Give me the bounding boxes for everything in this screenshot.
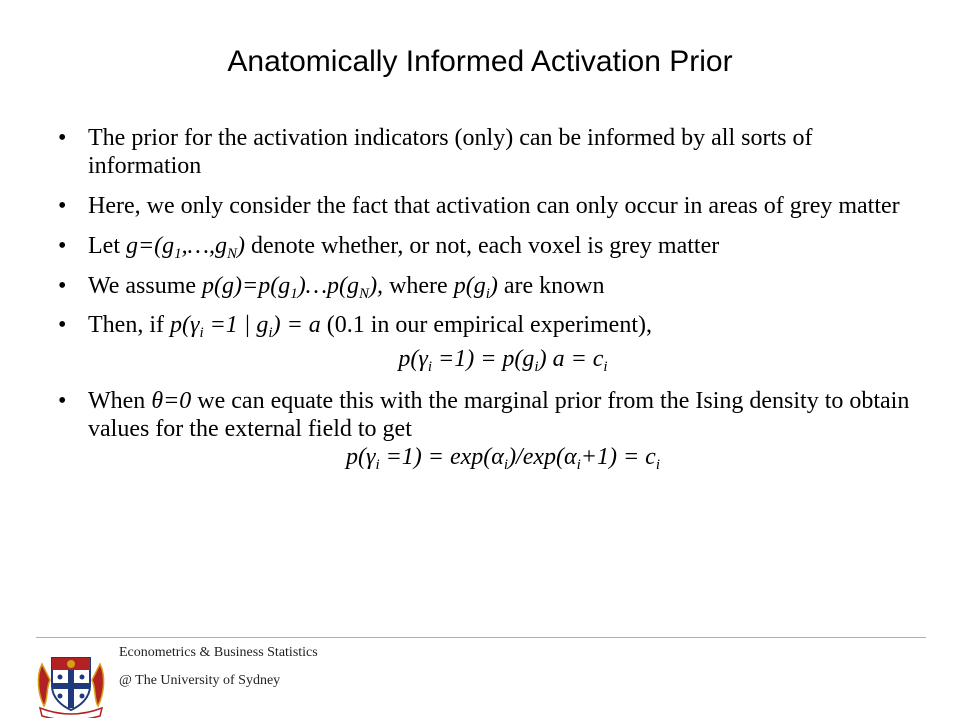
bullet-text-lead: We assume [88, 273, 203, 299]
bullet-text-lead: When [88, 388, 152, 414]
bullet-dot: • [58, 312, 67, 338]
equation-prior-probability: $p(\gamma_i =1) = p(g_i) a = c_i$ [398, 346, 608, 375]
bullet-text-tail: (0.1 in our empirical experiment), [320, 312, 652, 338]
bullet-item [58, 124, 918, 180]
bullet-text-lead: Let [88, 233, 126, 259]
bullet-item [58, 311, 918, 339]
footer-university: @ The University of Sydney [119, 673, 281, 688]
bullet-dot: • [58, 388, 67, 414]
bullet-item [58, 387, 918, 443]
bullet-dot: • [58, 193, 67, 219]
bullet-item [58, 272, 918, 300]
slide-content [58, 124, 918, 471]
footer-divider [36, 637, 926, 638]
math-expression: θ=0 [151, 388, 192, 414]
bullet-dot: • [58, 233, 67, 259]
bullet-text-tail: denote whether, or not, each voxel is grey matter [245, 233, 720, 259]
math-expression: $g=(g_1,\dots,g_N)$ [125, 233, 246, 262]
bullet-text-lead: Then, if [88, 312, 170, 338]
bullet-text-tail: are known [497, 273, 605, 299]
bullet-dot: • [58, 125, 67, 151]
footer-department: Econometrics & Business Statistics [119, 645, 318, 660]
math-expression: $p(g)=p(g_1)\dots p(g_N)$, [202, 273, 384, 302]
bullet-text: The prior for the activation indicators (only) can be informed by all sorts of information [88, 125, 813, 179]
equation-external-field: $p(\gamma_i =1) = \exp(\alpha_i)/\exp(\alpha_i+1) = c_i$ [345, 444, 661, 473]
bullet-item [58, 232, 918, 260]
university-crest-icon [36, 650, 106, 718]
bullet-text-mid: where [383, 273, 454, 299]
bullet-text-tail: we can equate this with the marginal prior from the Ising density to obtain values for the external field to get [88, 388, 910, 442]
bullet-item [58, 192, 918, 220]
bullet-text: Here, we only consider the fact that activation can only occur in areas of grey matter [88, 193, 900, 219]
math-expression: $p(g_i)$ [453, 273, 498, 302]
math-expression: $p(\gamma_i =1$ | $g_i) = a$ [169, 312, 321, 341]
slide-title: Anatomically Informed Activation Prior [227, 45, 733, 78]
bullet-dot: • [58, 273, 67, 299]
